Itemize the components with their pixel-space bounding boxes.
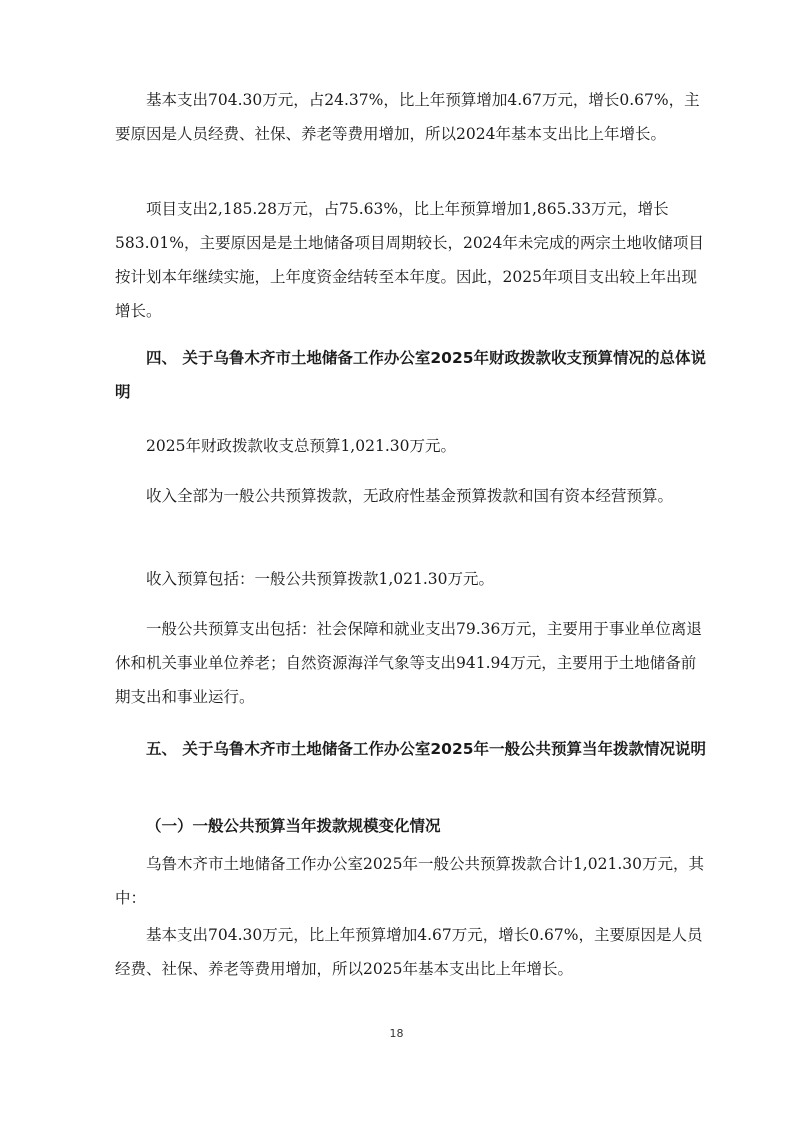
paragraph-income-source: 收入全部为一般公共预算拨款，无政府性基金预算拨款和国有资本经营预算。 xyxy=(146,487,674,505)
paragraph-project-expenditure: 项目支出2,185.28万元，占75.63%，比上年预算增加1,865.33万元，增长583.01%，主要原因是是土地储备项目周期较长，2024年未完成的两宗土地收储项目按计划本年继续实施，上年度资金结转至本年度。因此，2025年项目支出较上年出现增长。 xyxy=(115,200,704,320)
section-5-heading: 五、 关于乌鲁木齐市土地储备工作办公室2025年一般公共预算当年拨款情况说明 xyxy=(146,740,707,758)
paragraph-income-budget: 收入预算包括：一般公共预算拨款1,021.30万元。 xyxy=(146,570,495,588)
paragraph-total-budget: 2025年财政拨款收支总预算1,021.30万元。 xyxy=(146,437,456,455)
paragraph-basic-expenditure-2024: 基本支出704.30万元，占24.37%，比上年预算增加4.67万元，增长0.67%，主要原因是人员经费、社保、养老等费用增加，所以2024年基本支出比上年增长。 xyxy=(115,91,700,143)
section-5-subheading: （一）一般公共预算当年拨款规模变化情况 xyxy=(146,817,441,835)
paragraph-appropriation-total: 乌鲁木齐市土地储备工作办公室2025年一般公共预算拨款合计1,021.30万元，其中： xyxy=(115,855,704,907)
page-number: 18 xyxy=(389,1027,404,1040)
paragraph-general-expenditure: 一般公共预算支出包括：社会保障和就业支出79.36万元，主要用于事业单位离退休和机关事业单位养老；自然资源海洋气象等支出941.94万元，主要用于土地储备前期支出和事业运行。 xyxy=(115,620,702,706)
section-4-heading: 四、 关于乌鲁木齐市土地储备工作办公室2025年财政拨款收支预算情况的总体说明 xyxy=(115,349,707,401)
paragraph-basic-expenditure-2025: 基本支出704.30万元，比上年预算增加4.67万元，增长0.67%，主要原因是人员经费、社保、养老等费用增加，所以2025年基本支出比上年增长。 xyxy=(115,926,703,978)
